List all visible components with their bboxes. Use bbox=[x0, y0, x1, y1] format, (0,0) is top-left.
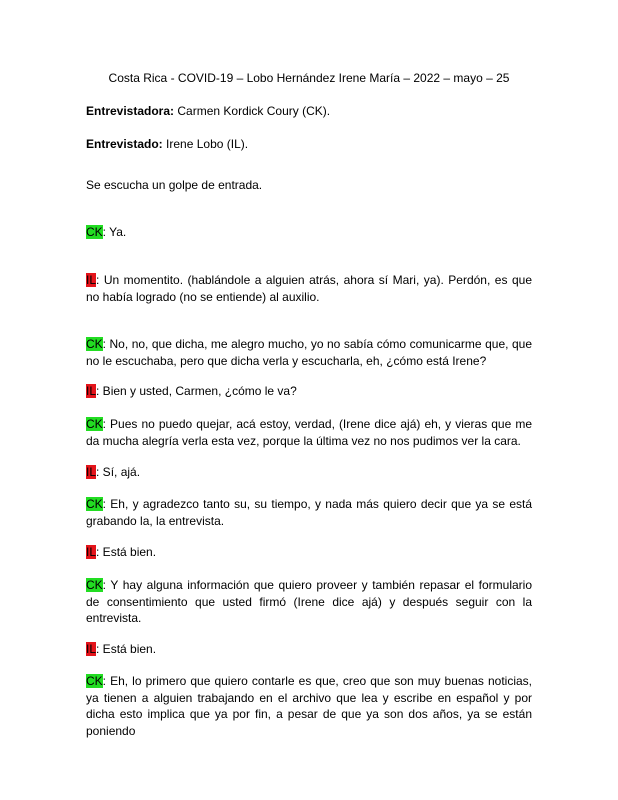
turn-text: : Está bien. bbox=[96, 545, 157, 559]
speaker-tag: IL bbox=[86, 545, 97, 559]
interviewee-value: Irene Lobo (IL). bbox=[166, 137, 249, 151]
turn-text: : Pues no puedo quejar, acá estoy, verdad, (Irene dice ajá) eh, y vieras que me da mucha alegría verla esta vez, porque la última vez no nos pudimos ver la cara. bbox=[86, 417, 532, 448]
turn-10 bbox=[86, 641, 532, 658]
speaker-tag: CK bbox=[86, 225, 103, 239]
turn-11 bbox=[86, 673, 532, 739]
speaker-tag: IL bbox=[86, 273, 97, 287]
interviewer-label: Entrevistadora: bbox=[86, 104, 175, 118]
turn-text: : Eh, lo primero que quiero contarle es que, creo que son muy buenas noticias, ya tienen a alguien trabajando en el archivo que lea y escribe en español y por dicha esto implica que ya por fin, a pesar de que ya son dos años, ya se están poniendo bbox=[86, 674, 532, 738]
turn-1 bbox=[86, 224, 532, 241]
speaker-tag: IL bbox=[86, 642, 97, 656]
turn-text: : Ya. bbox=[102, 225, 127, 239]
turn-text: : Sí, ajá. bbox=[96, 465, 141, 479]
turn-text: : Bien y usted, Carmen, ¿cómo le va? bbox=[96, 384, 297, 398]
turn-4 bbox=[86, 383, 532, 400]
speaker-tag: IL bbox=[86, 465, 97, 479]
turn-5 bbox=[86, 416, 532, 449]
turn-text: : Y hay alguna información que quiero proveer y también repasar el formulario de consentimiento que usted firmó (Irene dice ajá) y después seguir con la entrevista. bbox=[86, 578, 532, 625]
turn-text: : Eh, y agradezco tanto su, su tiempo, y nada más quiero decir que ya se está grabando la, la entrevista. bbox=[86, 497, 532, 528]
turn-8 bbox=[86, 544, 532, 561]
intro-line: Se escucha un golpe de entrada. bbox=[86, 178, 263, 192]
interviewer-value: Carmen Kordick Coury (CK). bbox=[177, 104, 331, 118]
turn-text: : Está bien. bbox=[96, 642, 157, 656]
speaker-tag: CK bbox=[86, 337, 103, 351]
speaker-tag: CK bbox=[86, 578, 103, 592]
turn-text: : No, no, que dicha, me alegro mucho, yo no sabía cómo comunicarme que, que no le escuchaba, pero que dicha verla y escucharla, eh, ¿cómo está Irene? bbox=[86, 337, 532, 368]
interviewee-line bbox=[86, 136, 532, 153]
speaker-tag: CK bbox=[86, 674, 103, 688]
document-title: Costa Rica - COVID-19 – Lobo Hernández Irene María – 2022 – mayo – 25 bbox=[108, 71, 510, 85]
turn-2 bbox=[86, 272, 532, 305]
turn-9 bbox=[86, 577, 532, 627]
interviewee-label: Entrevistado: bbox=[86, 137, 163, 151]
turn-6 bbox=[86, 464, 532, 481]
speaker-tag: CK bbox=[86, 417, 103, 431]
turn-7 bbox=[86, 496, 532, 529]
speaker-tag: CK bbox=[86, 497, 103, 511]
speaker-tag: IL bbox=[86, 384, 97, 398]
interviewer-line bbox=[86, 103, 532, 120]
turn-3 bbox=[86, 336, 532, 369]
turn-text: : Un momentito. (hablándole a alguien atrás, ahora sí Mari, ya). Perdón, es que no había logrado (no se entiende) al auxilio. bbox=[86, 273, 532, 304]
